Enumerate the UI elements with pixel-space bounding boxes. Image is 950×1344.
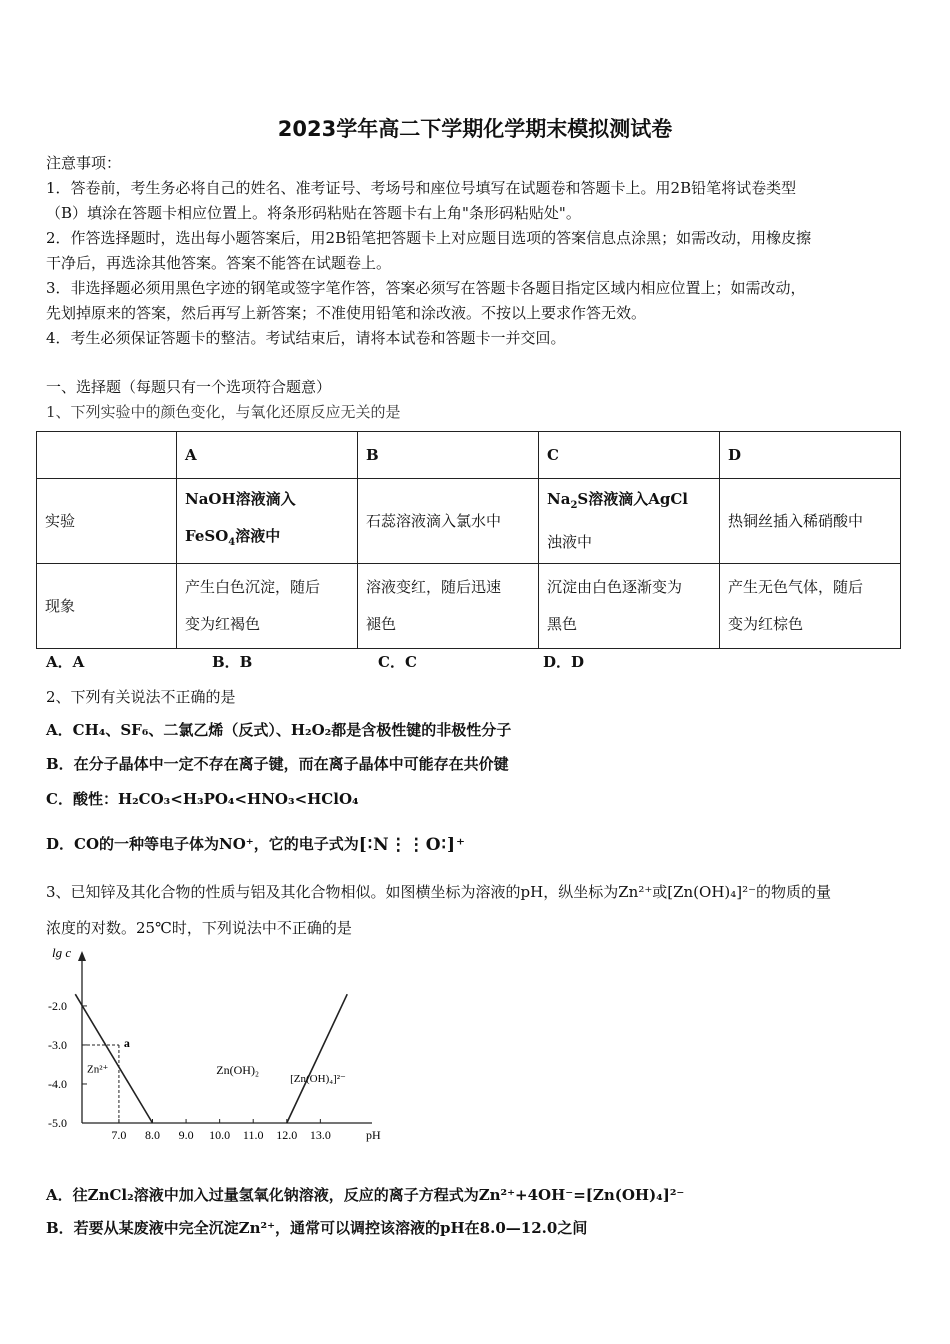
notice-line: 干净后，再选涂其他答案。答案不能答在试题卷上。 bbox=[46, 254, 392, 272]
y-tick-label: -5.0 bbox=[48, 1116, 67, 1130]
x-tick-label: 13.0 bbox=[309, 1128, 331, 1142]
table-cell: 石蕊溶液滴入氯水中 bbox=[358, 479, 539, 564]
x-tick-label: 11.0 bbox=[242, 1128, 264, 1142]
table-row bbox=[37, 564, 901, 649]
option-d[interactable]: D．D bbox=[543, 653, 585, 671]
cell-line: 沉淀由白色逐渐变为 bbox=[547, 578, 683, 596]
row-label-phenomenon: 现象 bbox=[37, 564, 177, 649]
option-b[interactable]: B．若要从某废液中完全沉淀Zn²⁺，通常可以调控该溶液的pH在8.0—12.0之间 bbox=[46, 1219, 588, 1237]
table-row bbox=[37, 479, 901, 564]
zn-log-concentration-chart bbox=[44, 945, 384, 1150]
y-tick-label: -3.0 bbox=[48, 1037, 67, 1052]
notice-line: 1．答卷前，考生务必将自己的姓名、准考证号、考场号和座位号填写在试题卷和答题卡上。用2B铅笔将试卷类型 bbox=[46, 179, 797, 197]
notice-line: 4．考生必须保证答题卡的整洁。考试结束后，请将本试卷和答题卡一并交回。 bbox=[46, 329, 566, 347]
y-tick-label: -4.0 bbox=[48, 1076, 67, 1091]
notice-heading: 注意事项： bbox=[46, 154, 122, 172]
x-axis-label: pH bbox=[366, 1128, 381, 1142]
region-label: Zn²⁺ bbox=[87, 1063, 109, 1076]
y-axis-label: lg c bbox=[52, 945, 72, 960]
cell-line: 褪色 bbox=[366, 615, 397, 633]
option-a[interactable]: A．CH₄、SF₆、二氯乙烯（反式）、H₂O₂都是含极性键的非极性分子 bbox=[46, 721, 512, 739]
option-c[interactable]: C．酸性：H₂CO₃<H₃PO₄<HNO₃<HClO₄ bbox=[46, 790, 359, 808]
question-3-stem: 3、已知锌及其化合物的性质与铝及其化合物相似。如图横坐标为溶液的pH，纵坐标为Zn²⁺或[Zn(OH)₄]²⁻的物质的量 bbox=[46, 883, 832, 901]
table-header-row bbox=[37, 432, 901, 479]
section-heading: 一、选择题（每题只有一个选项符合题意） bbox=[46, 378, 332, 396]
cell-line: 产生白色沉淀，随后 bbox=[185, 578, 321, 596]
table-cell bbox=[539, 479, 720, 564]
option-a[interactable]: A．往ZnCl₂溶液中加入过量氢氧化钠溶液，反应的离子方程式为Zn²⁺+4OH⁻=[Zn(OH)₄]²⁻ bbox=[46, 1186, 685, 1204]
cell-line: 溶液变红，随后迅速 bbox=[366, 578, 502, 596]
cell-line: 变为红棕色 bbox=[728, 615, 804, 633]
x-tick-label: 12.0 bbox=[276, 1128, 298, 1142]
x-tick-label: 9.0 bbox=[178, 1128, 194, 1142]
question-3-stem: 浓度的对数。25℃时，下列说法中不正确的是 bbox=[46, 919, 352, 937]
option-a[interactable]: A．A bbox=[46, 653, 85, 671]
cell-line: FeSO$_4$溶液中 bbox=[185, 527, 281, 548]
option-d-text: D．CO的一种等电子体为NO⁺，它的电子式为 bbox=[46, 835, 359, 853]
cell-line: 变为红褐色 bbox=[185, 615, 261, 633]
notice-line: （B）填涂在答题卡相应位置上。将条形码粘贴在答题卡右上角"条形码粘贴处"。 bbox=[46, 204, 581, 222]
electron-formula: [∶N⋮⋮O∶]⁺ bbox=[358, 834, 466, 855]
table-cell bbox=[720, 564, 901, 649]
table-cell: 热铜丝插入稀硝酸中 bbox=[720, 479, 901, 564]
y-tick-label: -2.0 bbox=[48, 998, 67, 1013]
cell-line: $Na_2S$溶液滴入AgCl bbox=[547, 490, 689, 511]
table-cell bbox=[539, 564, 720, 649]
option-b[interactable]: B．B bbox=[212, 653, 253, 671]
region-label: [Zn(OH)₄]²⁻ bbox=[290, 1073, 346, 1086]
option-b[interactable]: B．在分子晶体中一定不存在离子键，而在离子晶体中可能存在共价键 bbox=[46, 755, 509, 773]
question-2-stem: 2、下列有关说法不正确的是 bbox=[46, 688, 236, 706]
cell-line: NaOH溶液滴入 bbox=[185, 490, 296, 508]
table-cell bbox=[177, 564, 358, 649]
option-c[interactable]: C．C bbox=[378, 653, 417, 671]
notice-line: 3．非选择题必须用黑色字迹的钢笔或签字笔作答，答案必须写在答题卡各题目指定区域内相应位置上；如需改动， bbox=[46, 279, 806, 297]
question-1-stem: 1、下列实验中的颜色变化，与氧化还原反应无关的是 bbox=[46, 403, 401, 421]
x-tick-label: 8.0 bbox=[145, 1128, 160, 1142]
y-axis-arrow bbox=[78, 951, 86, 961]
page-title: 2023学年高二下学期化学期末模拟测试卷 bbox=[277, 117, 673, 141]
option-d[interactable] bbox=[46, 832, 466, 858]
notice-line: 先划掉原来的答案，然后再写上新答案；不准使用铅笔和涂改液。不按以上要求作答无效。 bbox=[46, 304, 647, 322]
x-tick-label: 10.0 bbox=[209, 1128, 231, 1142]
table-header-c: C bbox=[539, 432, 720, 479]
table-header-a: A bbox=[177, 432, 358, 479]
table-cell bbox=[37, 432, 177, 479]
table-cell bbox=[358, 564, 539, 649]
cell-line: 产生无色气体，随后 bbox=[728, 578, 864, 596]
series-line bbox=[75, 994, 152, 1123]
series-line bbox=[287, 994, 347, 1123]
cell-line: 黑色 bbox=[547, 615, 578, 633]
table-cell bbox=[177, 479, 358, 564]
table-header-d: D bbox=[720, 432, 901, 479]
table-header-b: B bbox=[358, 432, 539, 479]
x-tick-label: 7.0 bbox=[111, 1128, 127, 1142]
cell-line: 浊液中 bbox=[547, 533, 593, 551]
row-label-experiment: 实验 bbox=[37, 479, 177, 564]
notice-line: 2．作答选择题时，选出每小题答案后，用2B铅笔把答题卡上对应题目选项的答案信息点涂黑；如需改动，用橡皮擦 bbox=[46, 229, 812, 247]
point-a-label: a bbox=[123, 1035, 130, 1050]
question-1-table bbox=[36, 431, 901, 649]
region-label: Zn(OH)₂ bbox=[216, 1063, 260, 1078]
